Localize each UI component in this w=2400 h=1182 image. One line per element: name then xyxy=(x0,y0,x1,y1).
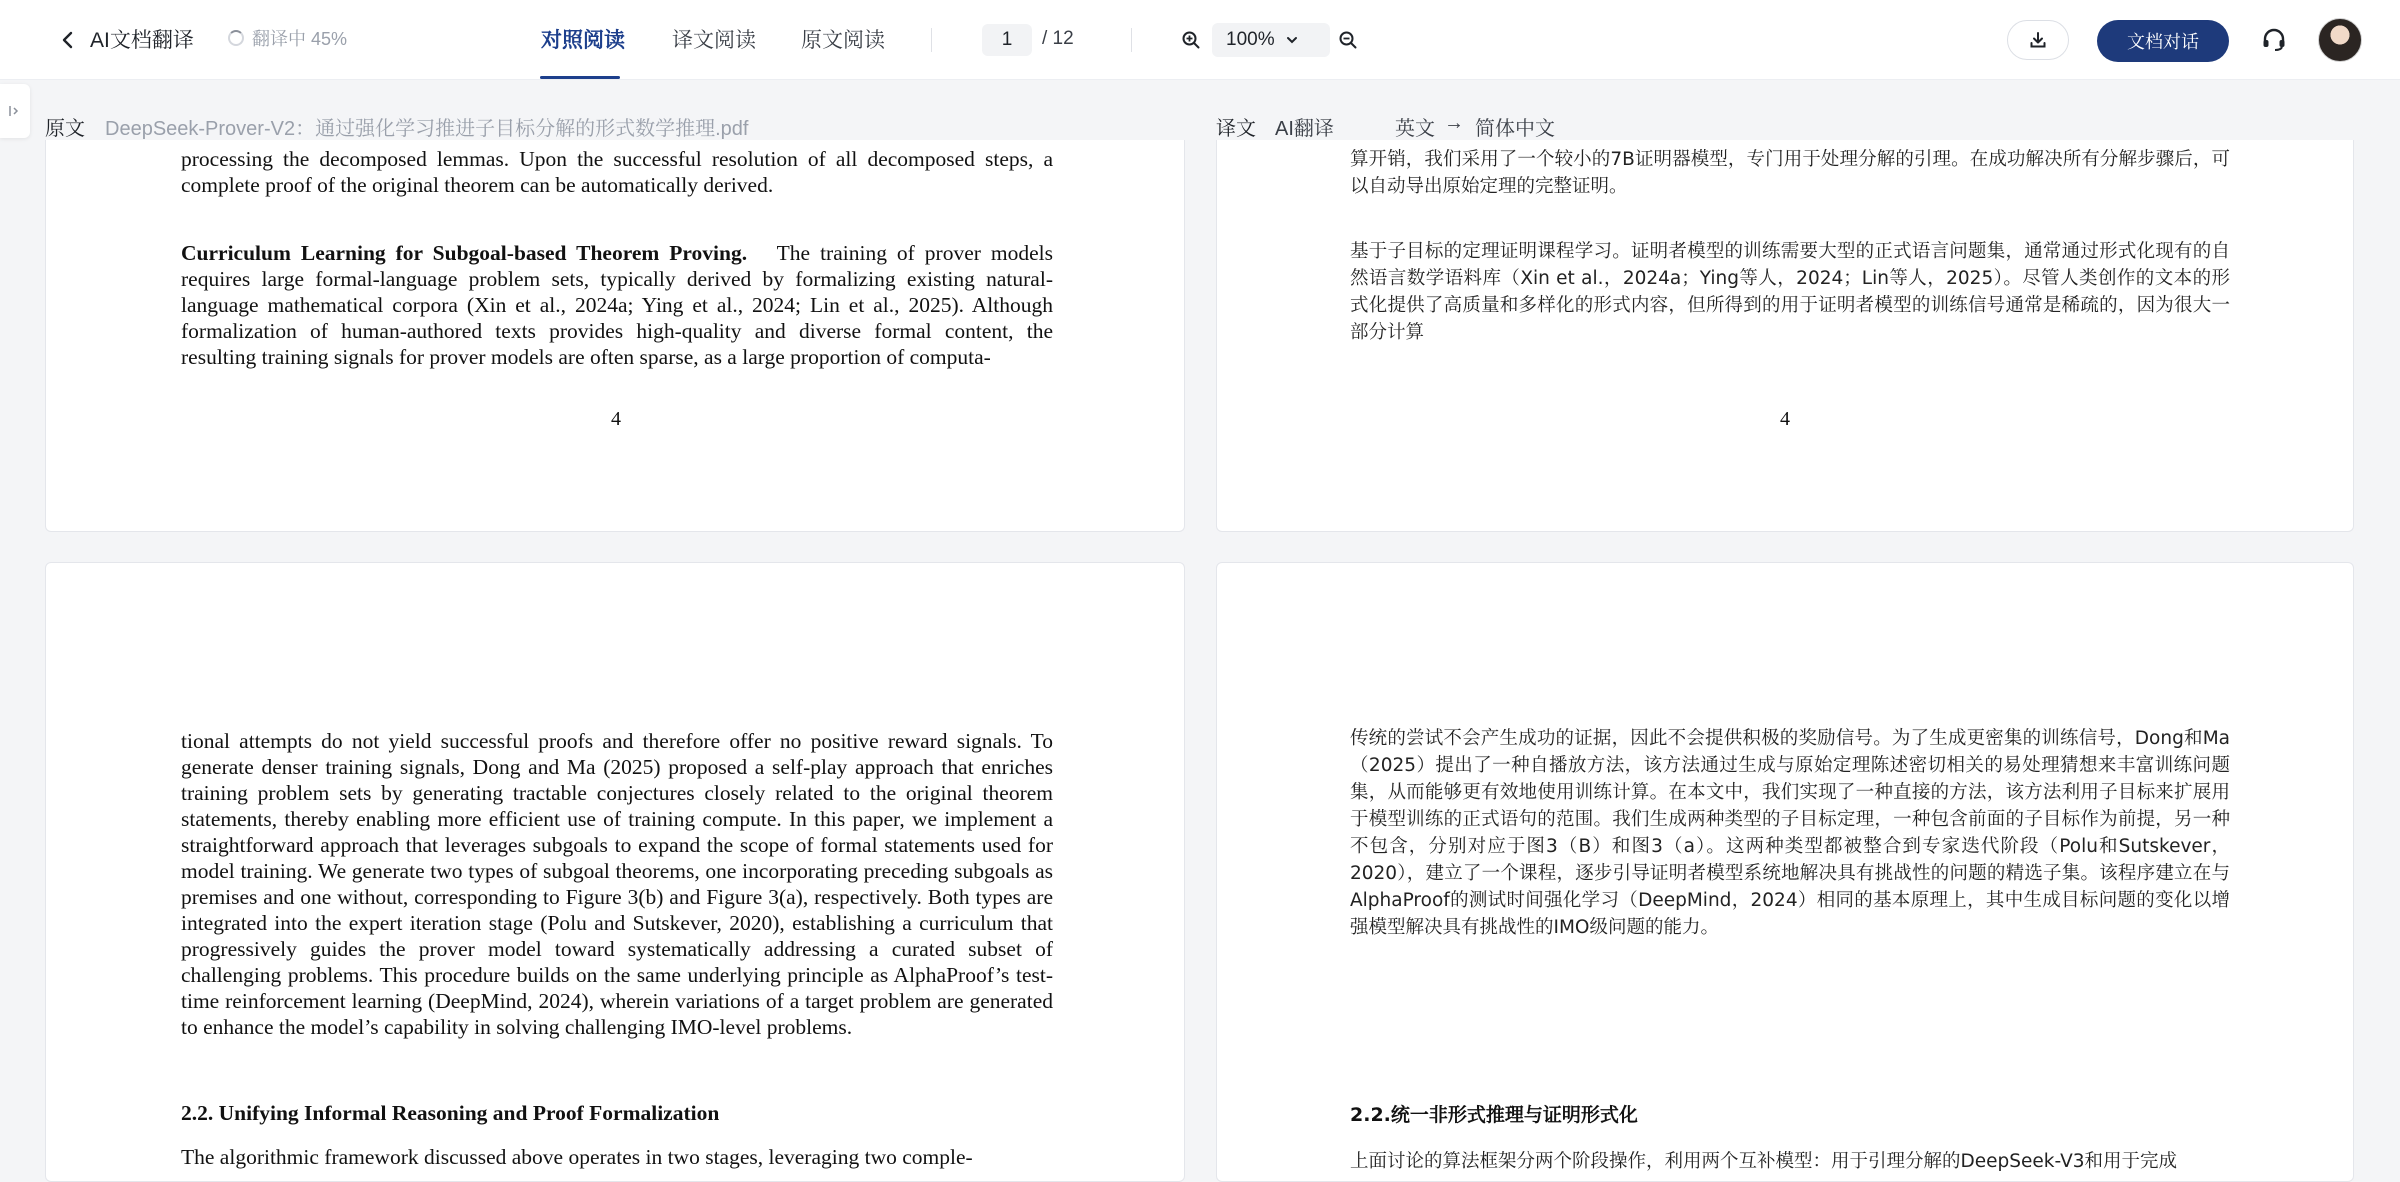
paragraph-title: Curriculum Learning for Subgoal-based Theorem Proving. xyxy=(181,241,748,265)
translated-page-1 xyxy=(1216,140,2354,532)
tab-side-by-side[interactable]: 对照阅读 xyxy=(541,29,625,52)
zoom-in-button[interactable] xyxy=(1177,26,1205,54)
user-avatar[interactable] xyxy=(2318,18,2362,62)
zoom-out-icon xyxy=(1338,30,1358,50)
original-label: 原文 xyxy=(45,118,85,140)
original-paragraph: tional attempts do not yield successful proofs and therefore offer no positive reward signals. To generate denser training signals, Dong and Ma (2025) proposed a self-play approach that enriches training problem sets by generating tractable conjectures closely related to the original theorem statements, thereby enabling more efficient use of training compute. In this paper, we implement a straightforward approach that leverages subgoals to expand the scope of formal statements used for model training. We generate two types of subgoal theorems, one incorporating preceding subgoals as premises and one without, corresponding to Figure 3(b) and Figure 3(a), respectively. Both types are integrated into the expert iteration stage (Polu and Sutskever, 2020), establishing a curriculum that progressively guides the prover model toward systematically addressing a curated subset of challenging problems. This procedure builds on the same underlying principle as AlphaProof’s test-time reinforcement learning (DeepMind, 2024), wherein variations of a target problem are generated to enhance the model’s capability in solving challenging IMO-level problems. xyxy=(181,729,1053,1039)
section-heading: 2.2. Unifying Informal Reasoning and Proof Formalization xyxy=(181,1101,720,1125)
source-language[interactable]: 英文 xyxy=(1395,118,1435,140)
progress-text: 翻译中 45% xyxy=(252,29,348,49)
translated-paragraph: 基于子目标的定理证明课程学习。证明者模型的训练需要大型的正式语言问题集，通常通过形式化现有的自然语言数学语料库（Xin et al.，2024a；Ying等人，2024；Lin等人，2025）。尽管人类创作的文本的形式化提供了高质量和多样化的形式内容，但所得到的用于证明者模型的训练信号通常是稀疏的，因为很大一部分计算 xyxy=(1350,241,2230,343)
translation-progress xyxy=(228,25,347,51)
original-page-1 xyxy=(45,140,1185,532)
back-button[interactable] xyxy=(50,22,86,58)
active-tab-indicator xyxy=(540,76,620,79)
download-button[interactable] xyxy=(2007,20,2069,60)
arrow-right-icon: → xyxy=(1444,112,1464,134)
zoom-select[interactable] xyxy=(1212,23,1330,57)
section-heading: 2.2.统一非形式推理与证明形式化 xyxy=(1350,1104,1638,1126)
original-page-2 xyxy=(45,562,1185,1182)
page-number: 4 xyxy=(611,408,621,430)
translation-label: 译文 xyxy=(1216,118,1256,140)
top-toolbar xyxy=(0,0,2400,80)
translated-paragraph: 算开销，我们采用了一个较小的7B证明器模型，专门用于处理分解的引理。在成功解决所有分解步骤后，可以自动导出原始定理的完整证明。 xyxy=(1350,149,2230,197)
chevron-down-icon xyxy=(1285,33,1299,47)
divider xyxy=(931,28,932,52)
original-paragraph xyxy=(181,240,1053,370)
tab-translation-only[interactable]: 译文阅读 xyxy=(672,29,756,52)
app-title: AI文档翻译 xyxy=(90,29,194,52)
support-button[interactable] xyxy=(2256,22,2292,58)
zoom-in-icon xyxy=(1181,30,1201,50)
translated-page-2 xyxy=(1216,562,2354,1182)
paragraph-body: The training of prover models requires large formal-language problem sets, typically derived by formalizing existing natural-language mathematical corpora (Xin et al., 2024a; Ying et al., 2024; Lin et al., 2025). Although formalization of human-authored texts provides high-quality and diverse formal content, the resulting training signals for prover models are often sparse, as a large proportion of computa- xyxy=(181,241,1053,369)
translated-paragraph: 上面讨论的算法框架分两个阶段操作，利用两个互补模型：用于引理分解的DeepSeek-V3和用于完成 xyxy=(1350,1151,2177,1172)
zoom-out-button[interactable] xyxy=(1334,26,1362,54)
download-icon xyxy=(2028,30,2048,50)
sidebar-expand-icon xyxy=(8,104,22,118)
document-chat-button[interactable]: 文档对话 xyxy=(2097,20,2229,62)
page-total: / 12 xyxy=(1042,28,1074,49)
translated-paragraph: 传统的尝试不会产生成功的证据，因此不会提供积极的奖励信号。为了生成更密集的训练信号，Dong和Ma（2025）提出了一种自播放方法，该方法通过生成与原始定理陈述密切相关的易处理猜想来丰富训练问题集，从而能够更有效地使用训练计算。在本文中，我们实现了一种直接的方法，该方法利用子目标来扩展用于模型训练的正式语句的范围。我们生成两种类型的子目标定理，一种包含前面的子目标作为前提，另一种不包含，分别对应于图3（B）和图3（a）。这两种类型都被整合到专家迭代阶段（Polu和Sutskever，2020），建立了一个课程，逐步引导证明者模型系统地解决具有挑战性的问题的精选子集。该程序建立在与AlphaProof的测试时间强化学习（DeepMind，2024）相同的基本原理上，其中生成目标问题的变化以增强模型解决具有挑战性的IMO级问题的能力。 xyxy=(1350,728,2230,938)
zoom-level: 100% xyxy=(1226,29,1275,50)
divider xyxy=(1131,28,1132,52)
loading-spinner-icon xyxy=(228,30,244,46)
headset-icon xyxy=(2260,26,2288,54)
sidebar-toggle[interactable] xyxy=(0,84,30,138)
translation-engine[interactable]: AI翻译 xyxy=(1275,118,1334,140)
original-paragraph: processing the decomposed lemmas. Upon the successful resolution of all decomposed steps, a complete proof of the original theorem can be automatically derived. xyxy=(181,147,1053,197)
tab-original-only[interactable]: 原文阅读 xyxy=(801,29,885,52)
target-language[interactable]: 简体中文 xyxy=(1475,118,1555,140)
file-name: DeepSeek-Prover-V2：通过强化学习推进子目标分解的形式数学推理.pdf xyxy=(105,118,749,140)
page-number-input[interactable] xyxy=(982,24,1032,56)
chevron-left-icon xyxy=(58,30,78,50)
page-number: 4 xyxy=(1780,408,1790,430)
original-paragraph: The algorithmic framework discussed above operates in two stages, leveraging two comple- xyxy=(181,1145,973,1169)
